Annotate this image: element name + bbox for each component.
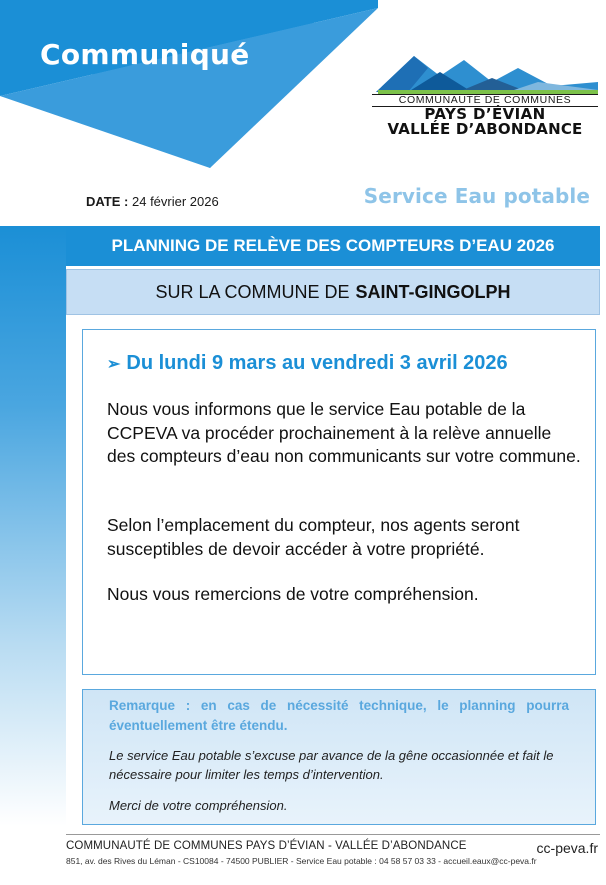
date-range-text: Du lundi 9 mars au vendredi 3 avril 2026: [126, 352, 508, 374]
thanks-note: Merci de votre compréhension.: [109, 798, 288, 813]
commune-name: SAINT-GINGOLPH: [355, 281, 511, 302]
date-label: DATE :: [86, 194, 129, 209]
date-value: 24 février 2026: [132, 194, 219, 209]
footer-divider: [66, 834, 600, 835]
logo-text-line1: COMMUNAUTÉ DE COMMUNES: [372, 94, 598, 107]
remark-box: [82, 689, 596, 825]
left-gradient-bar: [0, 226, 66, 826]
commune-banner: [66, 269, 600, 315]
remark-text: Remarque : en cas de nécessité technique, le planning pourra éventuellement être étendu.: [109, 698, 569, 733]
commune-prefix: SUR LA COMMUNE DE: [155, 281, 350, 302]
apology-note: Le service Eau potable s’excuse par avance de la gêne occasionnée et fait le nécessaire pour limiter les temps d’intervention.: [109, 748, 554, 782]
planning-banner: PLANNING DE RELÈVE DES COMPTEURS D’EAU 2026: [66, 226, 600, 266]
logo-text-line2: PAYS D’ÉVIAN: [424, 105, 546, 123]
paragraph-information: Nous vous informons que le service Eau potable de la CCPEVA va procéder prochainement à la relève annuelle des compteurs d’eau non communicants sur votre commune.: [107, 399, 581, 466]
paragraph-thanks: Nous vous remercions de votre compréhension.: [107, 584, 479, 604]
logo-text-line3: VALLÉE D’ABONDANCE: [387, 120, 583, 138]
footer-organization: COMMUNAUTÉ DE COMMUNES PAYS D’ÉVIAN - VALLÉE D’ABONDANCE: [66, 840, 467, 852]
page-title: Communiqué: [40, 38, 250, 71]
paragraph-access: Selon l’emplacement du compteur, nos agents seront susceptibles de devoir accéder à votre propriété.: [107, 515, 520, 559]
date-range-heading: [107, 352, 508, 375]
date-row: [86, 194, 219, 209]
arrow-bullet-icon: ➢: [107, 355, 121, 373]
footer-website-link[interactable]: cc-peva.fr: [536, 840, 598, 856]
main-content-box: [82, 329, 596, 675]
footer-address: 851, av. des Rives du Léman - CS10084 - 74500 PUBLIER - Service Eau potable : 04 58 57 03 33 - accueil.eaux@cc-peva.fr: [66, 856, 537, 866]
service-name: Service Eau potable: [363, 184, 590, 208]
